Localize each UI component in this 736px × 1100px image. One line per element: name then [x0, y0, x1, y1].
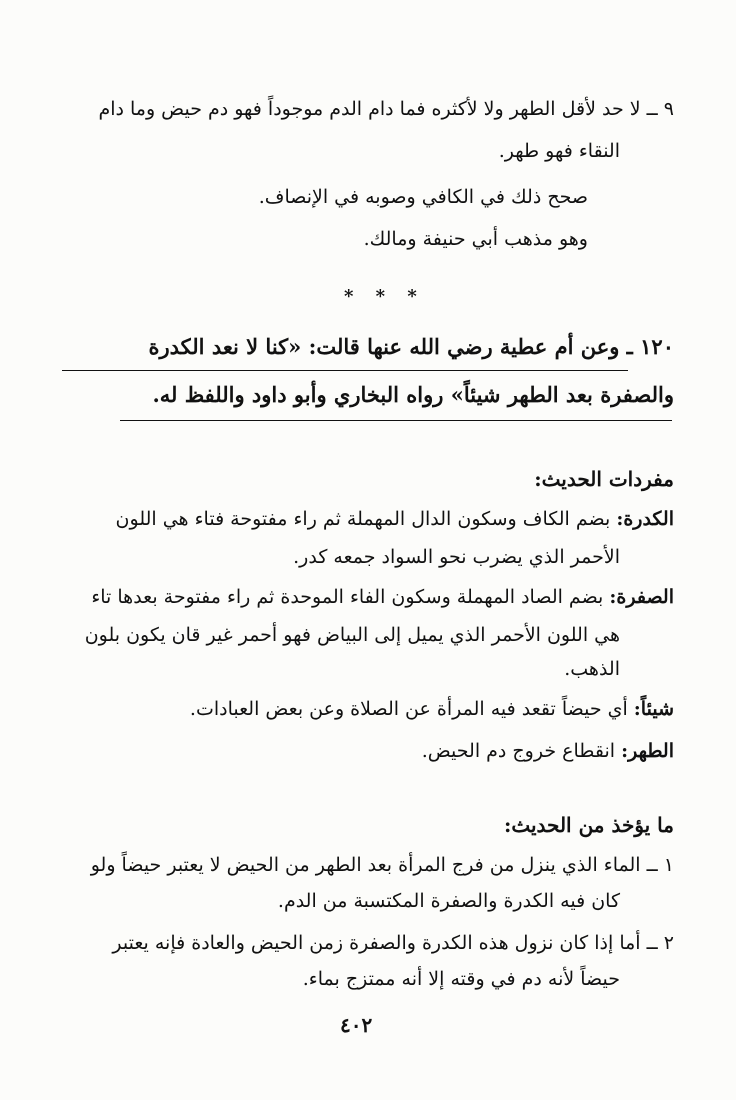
vocab-entry-tuhr — [422, 734, 674, 768]
vocab-entry-kudra-line-2: الأحمر الذي يضرب نحو السواد جمعه كدر. — [293, 546, 620, 568]
ruling-1-line-2: كان فيه الكدرة والصفرة المكتسبة من الدم. — [277, 890, 620, 912]
ruling-2-line-2: حيضاً لأنه دم في وقته إلا أنه ممتزج بماء. — [302, 968, 620, 990]
ruling-1-line-1: ١ ــ الماء الذي ينزل من فرج المرأة بعد الطهر من الحيض لا يعتبر حيضاً ولو — [90, 854, 674, 876]
item-9-line-1: ٩ ــ لا حد لأقل الطهر ولا لأكثره فما دام الدم موجوداً فهو دم حيض وما دام — [98, 98, 674, 120]
hadith-underline-1 — [62, 370, 628, 371]
vocab-entry-kudra — [116, 502, 674, 536]
vocab-definition: أي حيضاً تقعد فيه المرأة عن الصلاة وعن بعض العبادات. — [189, 698, 628, 720]
page-number: ٤٠٢ — [340, 1013, 373, 1037]
vocab-term: الطهر: — [621, 740, 674, 762]
ruling-2-line-1: ٢ ــ أما إذا كان نزول هذه الكدرة والصفرة زمن الحيض والعادة فإنه يعتبر — [112, 932, 674, 954]
vocab-entry-sufra-line-2: هي اللون الأحمر الذي يميل إلى البياض فهو أحمر غير قان يكون بلون — [84, 624, 620, 646]
note-line-1: صحح ذلك في الكافي وصوبه في الإنصاف. — [258, 186, 588, 208]
vocab-entry-shayan — [190, 692, 674, 726]
vocab-entry-sufra — [91, 580, 674, 614]
vocab-entry-sufra-line-3: الذهب. — [564, 658, 620, 680]
vocabulary-heading: مفردات الحديث: — [534, 467, 674, 491]
item-9-line-2: النقاء فهو طهر. — [498, 140, 620, 162]
vocab-definition: بضم الصاد المهملة وسكون الفاء الموحدة ثم راء مفتوحة بعدها تاء — [91, 586, 604, 608]
hadith-line-1: ١٢٠ ـ وعن أم عطية رضي الله عنها قالت: «كنا لا نعد الكدرة — [148, 334, 674, 359]
hadith-line-2: والصفرة بعد الطهر شيئاً» رواه البخاري وأبو داود واللفظ له. — [152, 382, 674, 407]
vocab-term: شيئاً: — [633, 698, 674, 720]
vocab-term: الصفرة: — [609, 586, 674, 608]
vocab-term: الكدرة: — [616, 508, 674, 530]
rulings-heading: ما يؤخذ من الحديث: — [503, 813, 674, 837]
vocab-definition: بضم الكاف وسكون الدال المهملة ثم راء مفتوحة فتاء هي اللون — [115, 508, 611, 530]
hadith-underline-2 — [120, 420, 672, 421]
vocab-definition: انقطاع خروج دم الحيض. — [421, 740, 616, 762]
section-separator: * * * — [344, 286, 425, 307]
note-line-2: وهو مذهب أبي حنيفة ومالك. — [363, 228, 588, 250]
